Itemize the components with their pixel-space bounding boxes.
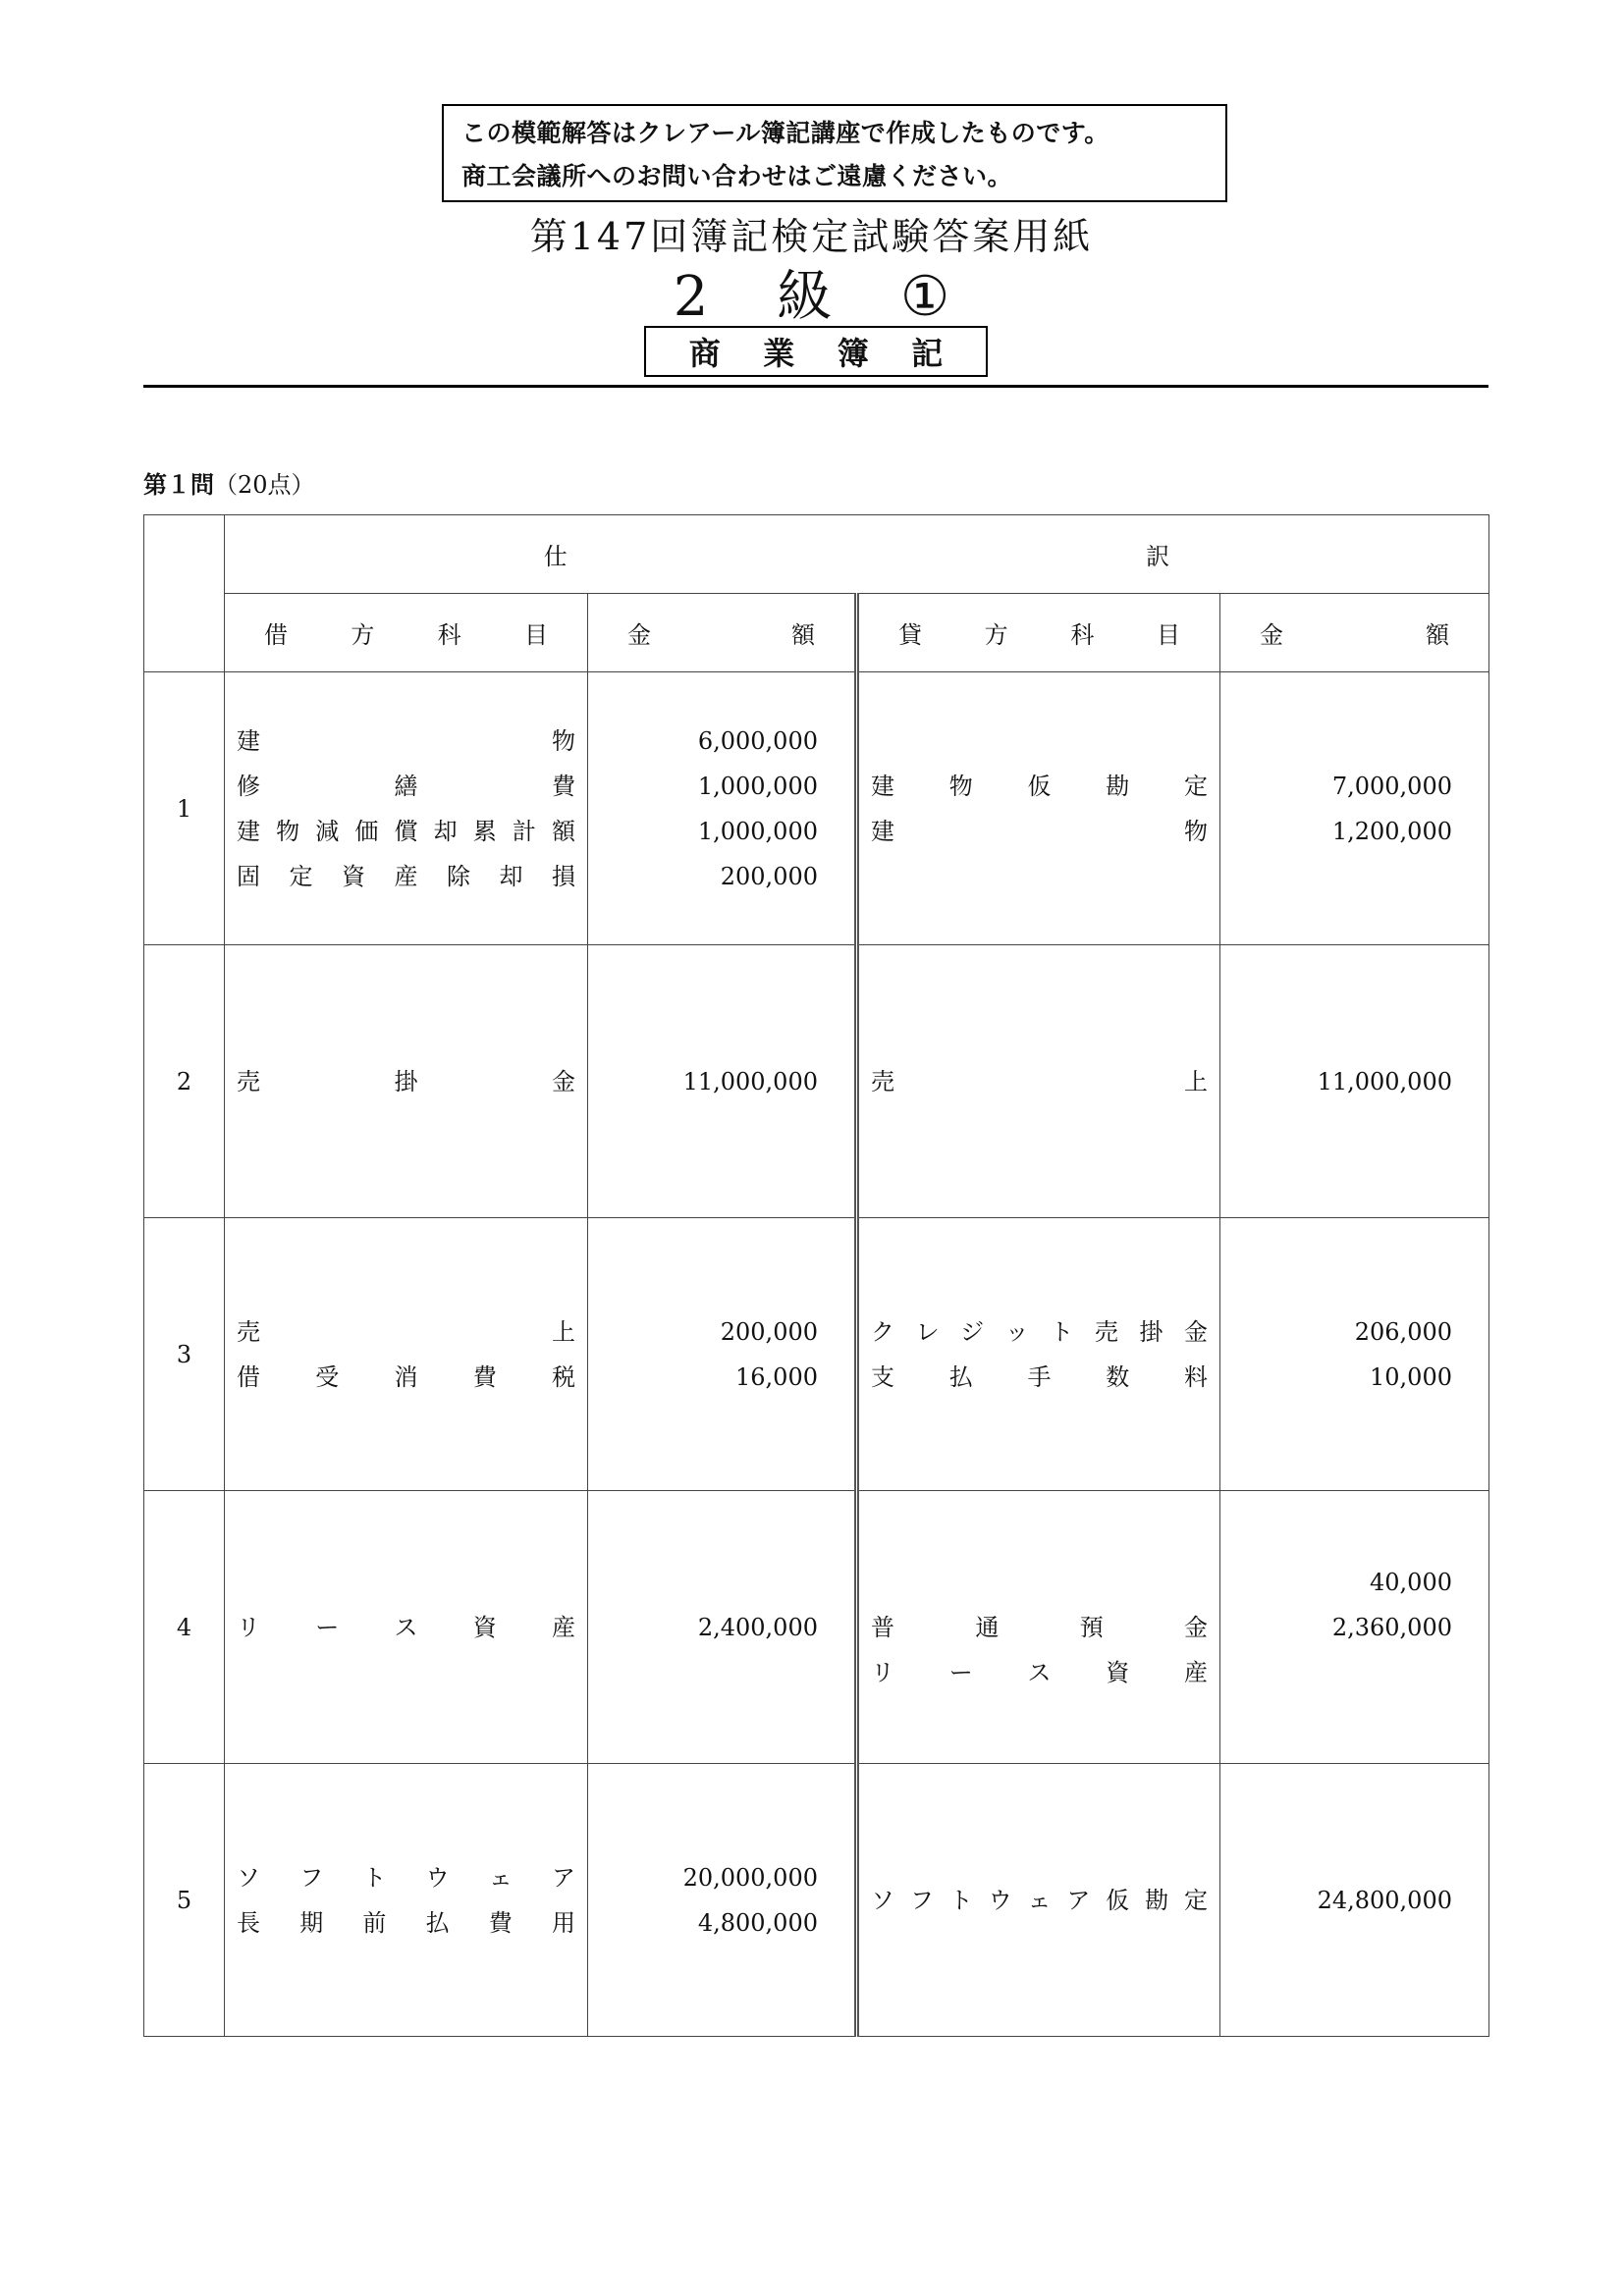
journal-table: [143, 514, 1489, 2037]
credit-amount: 40,000: [1370, 1568, 1452, 1596]
debit-amount: 200,000: [720, 1317, 818, 1346]
account-char: 掛: [394, 1067, 418, 1095]
account-char: ソ: [237, 1863, 260, 1892]
debit-account-header: [225, 594, 588, 672]
header-char: 貸: [898, 621, 922, 649]
account-char: 価: [354, 817, 379, 845]
header-char: 金: [1260, 621, 1283, 649]
account-char: 勘: [1106, 772, 1130, 800]
debit-account: [237, 1855, 575, 1900]
debit-amount: 4,800,000: [697, 1908, 818, 1937]
account-char: 普: [871, 1613, 894, 1641]
account-char: リ: [237, 1613, 260, 1641]
account-char: 売: [237, 1317, 260, 1346]
journal-row: [144, 672, 1489, 945]
account-char: 定: [1184, 772, 1208, 800]
account-char: 建: [237, 726, 260, 755]
account-char: 却: [499, 862, 523, 890]
subject-box: [644, 326, 988, 377]
account-char: 仮: [1027, 772, 1052, 800]
debit-amount: 11,000,000: [682, 1067, 818, 1095]
account-char: ト: [362, 1863, 387, 1892]
grade-kyu: 級: [777, 265, 833, 329]
account-char: 支: [871, 1362, 894, 1391]
credit-amount: 10,000: [1370, 1362, 1452, 1391]
account-char: ト: [1050, 1317, 1074, 1346]
debit-account: [237, 1059, 575, 1104]
account-char: 損: [552, 862, 575, 890]
header-char: 方: [984, 621, 1008, 649]
debit-amount: 16,000: [735, 1362, 818, 1391]
journal-entry-header: [225, 515, 1489, 594]
credit-amount: 7,000,000: [1331, 772, 1452, 800]
account-char: 累: [472, 817, 497, 845]
account-char: 資: [1106, 1658, 1130, 1686]
header-char: 目: [1156, 621, 1180, 649]
account-char: 固: [237, 862, 260, 890]
account-char: 期: [299, 1908, 324, 1937]
account-char: 税: [552, 1362, 575, 1391]
entry-number: 2: [144, 945, 225, 1218]
debit-amount: 20,000,000: [682, 1863, 818, 1892]
account-char: 定: [289, 862, 313, 890]
credit-account: [871, 809, 1208, 854]
account-char: ッ: [1004, 1317, 1029, 1346]
account-char: ウ: [425, 1863, 450, 1892]
account-char: ス: [1027, 1658, 1052, 1686]
account-char: 料: [1184, 1362, 1208, 1391]
debit-amount-label: [588, 615, 854, 650]
account-char: 掛: [1139, 1317, 1163, 1346]
credit-amount: 24,800,000: [1317, 1886, 1452, 1914]
grade-mark: ①: [900, 265, 950, 329]
debit-account-label: [225, 615, 587, 650]
journal-row: [144, 1764, 1489, 2037]
credit-amount: 1,200,000: [1331, 817, 1452, 845]
account-char: レ: [915, 1317, 940, 1346]
account-char: 数: [1106, 1362, 1130, 1391]
debit-amount-cell: [588, 1764, 857, 2037]
credit-account-header: [857, 594, 1220, 672]
debit-amount-cell: [588, 1218, 857, 1491]
account-char: 資: [472, 1613, 497, 1641]
header-char: 方: [351, 621, 375, 649]
debit-account: [237, 854, 575, 899]
question-heading: [143, 465, 315, 500]
account-char: 受: [315, 1362, 340, 1391]
credit-amount-header: [1220, 594, 1489, 672]
credit-account: [871, 1605, 1208, 1650]
debit-account-cell: [225, 1764, 588, 2037]
account-char: 上: [1184, 1067, 1208, 1095]
subject-char: 簿: [837, 335, 869, 372]
account-char: 物: [552, 726, 575, 755]
account-char: 除: [447, 862, 470, 890]
debit-account: [237, 1900, 575, 1946]
debit-amount-cell: [588, 672, 857, 945]
account-char: ェ: [1027, 1886, 1052, 1914]
credit-amount: 206,000: [1354, 1317, 1452, 1346]
account-char: 売: [871, 1067, 894, 1095]
credit-amount-cell: [1220, 1491, 1489, 1764]
debit-account: [237, 1309, 575, 1355]
header-char: 額: [1426, 621, 1449, 649]
question-label: 第１問: [143, 471, 214, 499]
account-char: 金: [552, 1067, 575, 1095]
credit-account-cell: [857, 1218, 1220, 1491]
header-shi: 仕: [543, 543, 568, 570]
header-char: 金: [627, 621, 651, 649]
account-char: 物: [1184, 817, 1208, 845]
debit-account: [237, 719, 575, 764]
debit-amount-cell: [588, 1491, 857, 1764]
account-char: 計: [512, 817, 536, 845]
credit-account: [871, 1650, 1208, 1695]
credit-account: [871, 1309, 1208, 1355]
account-char: 物: [948, 772, 973, 800]
account-char: 前: [362, 1908, 387, 1937]
account-char: 償: [394, 817, 418, 845]
credit-account-cell: [857, 672, 1220, 945]
account-char: 上: [552, 1317, 575, 1346]
header-row: [144, 594, 1489, 672]
header-char: 額: [791, 621, 815, 649]
credit-amount-cell: [1220, 945, 1489, 1218]
journal-row: [144, 945, 1489, 1218]
notice-box: [442, 104, 1227, 202]
credit-amount-cell: [1220, 1764, 1489, 2037]
account-char: 用: [551, 1908, 575, 1937]
credit-account-cell: [857, 1491, 1220, 1764]
grade-level: 2: [673, 265, 709, 329]
account-char: 金: [1183, 1613, 1208, 1641]
account-char: 払: [948, 1362, 973, 1391]
number-header-cell: [144, 515, 225, 672]
debit-amount: 6,000,000: [697, 726, 818, 755]
account-char: 費: [488, 1908, 513, 1937]
grade-heading: [0, 253, 1623, 332]
account-char: 建: [237, 817, 260, 845]
account-char: ア: [551, 1863, 575, 1892]
account-char: 額: [552, 817, 575, 845]
account-char: ェ: [488, 1863, 513, 1892]
credit-account: [871, 1878, 1208, 1923]
header-char: 科: [1070, 621, 1095, 649]
account-char: ク: [871, 1317, 894, 1346]
debit-amount: 2,400,000: [697, 1613, 818, 1641]
entry-number: 4: [144, 1491, 225, 1764]
account-char: 産: [552, 1613, 575, 1641]
account-char: 費: [472, 1362, 497, 1391]
account-char: ア: [1066, 1886, 1091, 1914]
account-char: 預: [1079, 1613, 1104, 1641]
account-char: 売: [1094, 1317, 1118, 1346]
account-char: 減: [315, 817, 340, 845]
subject-char: 商: [688, 335, 721, 372]
header-wake: 訳: [1146, 543, 1170, 570]
header-rule: [143, 385, 1488, 388]
debit-account-cell: [225, 1491, 588, 1764]
account-char: 産: [1184, 1658, 1208, 1686]
header-row-top: [144, 515, 1489, 594]
journal-row: [144, 1491, 1489, 1764]
exam-title: 第147回簿記検定試験答案用紙: [529, 215, 1094, 258]
account-char: 勘: [1145, 1886, 1169, 1914]
account-char: 産: [394, 862, 418, 890]
account-char: ス: [394, 1613, 418, 1641]
entry-number: 5: [144, 1764, 225, 2037]
account-char: フ: [909, 1886, 934, 1914]
account-char: 売: [237, 1067, 260, 1095]
debit-account: [237, 764, 575, 809]
debit-amount: 1,000,000: [697, 817, 818, 845]
account-char: フ: [299, 1863, 324, 1892]
account-char: 手: [1027, 1362, 1052, 1391]
debit-amount: 1,000,000: [697, 772, 818, 800]
account-char: 費: [552, 772, 575, 800]
credit-account-label: [859, 615, 1219, 650]
account-char: 金: [1183, 1317, 1208, 1346]
account-char: 定: [1184, 1886, 1208, 1914]
notice-line-1: この模範解答はクレアール簿記講座で作成したものです。: [461, 119, 1109, 147]
account-char: 建: [871, 817, 894, 845]
account-char: 消: [394, 1362, 418, 1391]
account-char: 修: [237, 772, 260, 800]
debit-account-cell: [225, 672, 588, 945]
header-char: 借: [264, 621, 288, 649]
journal-row: [144, 1218, 1489, 1491]
question-points: （20点）: [214, 471, 315, 499]
account-char: 却: [433, 817, 458, 845]
account-char: 長: [237, 1908, 260, 1937]
account-char: 繕: [394, 772, 418, 800]
account-char: ト: [948, 1886, 973, 1914]
debit-account-cell: [225, 1218, 588, 1491]
account-char: 通: [975, 1613, 1000, 1641]
header-char: 目: [523, 621, 548, 649]
debit-amount: 200,000: [720, 862, 818, 890]
account-char: ソ: [871, 1886, 894, 1914]
credit-account-cell: [857, 1764, 1220, 2037]
account-char: ー: [315, 1613, 340, 1641]
credit-account: [871, 1059, 1208, 1104]
account-char: 払: [425, 1908, 450, 1937]
account-char: 仮: [1106, 1886, 1130, 1914]
debit-amount-header: [588, 594, 857, 672]
credit-account-cell: [857, 945, 1220, 1218]
notice-line-2: 商工会議所へのお問い合わせはご遠慮ください。: [461, 162, 1013, 190]
credit-account: [871, 1355, 1208, 1400]
account-char: 借: [237, 1362, 260, 1391]
account-char: ジ: [960, 1317, 985, 1346]
subject-char: 記: [911, 335, 944, 372]
account-char: 建: [871, 772, 894, 800]
debit-account: [237, 809, 575, 854]
entry-number: 1: [144, 672, 225, 945]
credit-account: [871, 764, 1208, 809]
debit-amount-cell: [588, 945, 857, 1218]
credit-amount-label: [1220, 615, 1488, 650]
entry-number: 3: [144, 1218, 225, 1491]
credit-amount-cell: [1220, 1218, 1489, 1491]
debit-account: [237, 1355, 575, 1400]
account-char: 資: [342, 862, 365, 890]
subject-char: 業: [763, 335, 795, 372]
account-char: リ: [871, 1658, 894, 1686]
credit-amount: 11,000,000: [1317, 1067, 1452, 1095]
credit-amount: 2,360,000: [1331, 1613, 1452, 1641]
debit-account-cell: [225, 945, 588, 1218]
header-char: 科: [437, 621, 461, 649]
credit-amount-cell: [1220, 672, 1489, 945]
account-char: ー: [948, 1658, 973, 1686]
account-char: ウ: [988, 1886, 1012, 1914]
debit-account: [237, 1605, 575, 1650]
account-char: 物: [276, 817, 300, 845]
